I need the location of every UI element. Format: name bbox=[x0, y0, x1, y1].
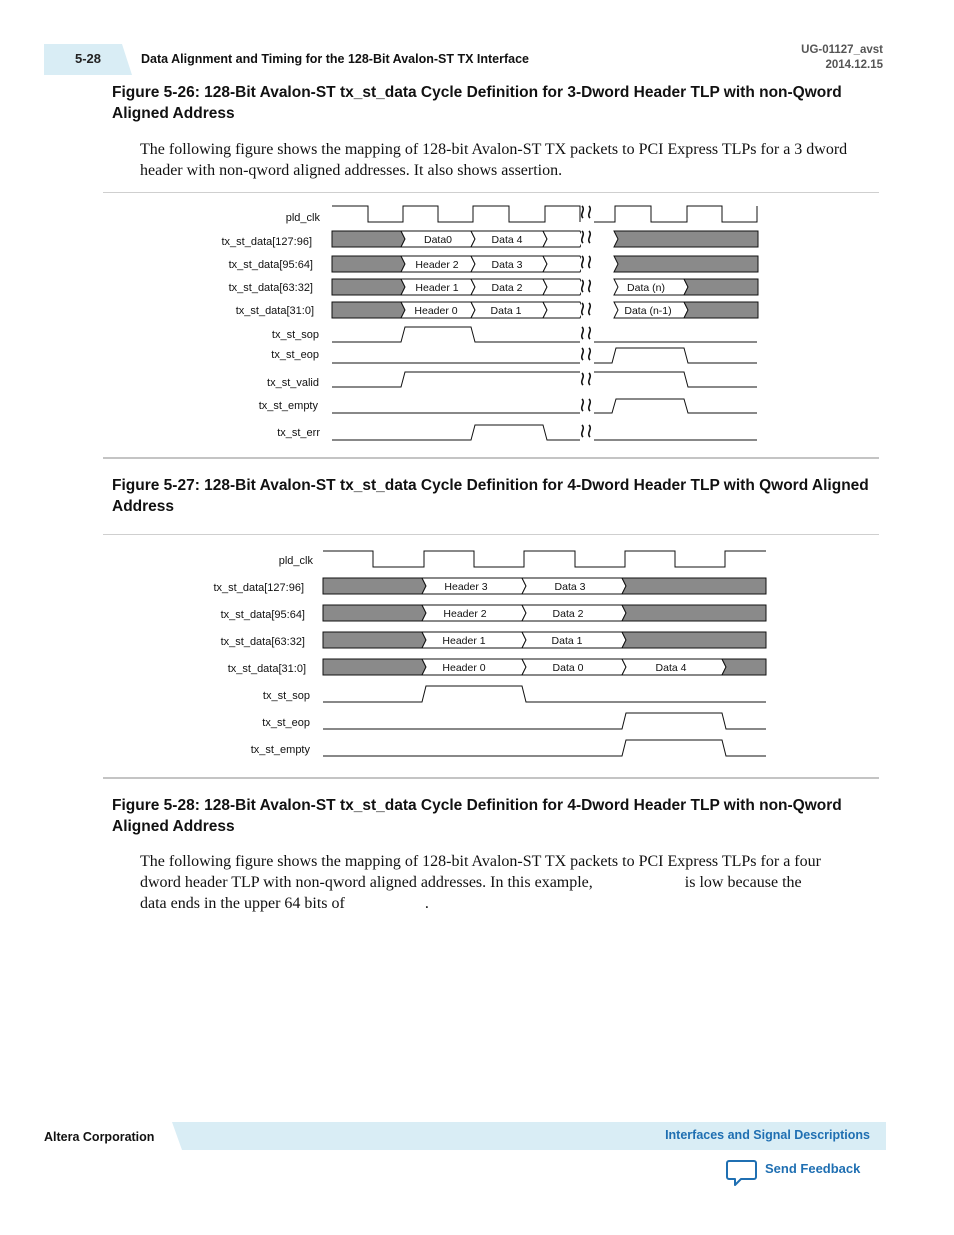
fig27-label-empty: tx_st_empty bbox=[250, 744, 310, 756]
fig26-label-valid: tx_st_valid bbox=[267, 377, 319, 389]
fig27-sop-wave bbox=[323, 686, 766, 702]
figure-5-28-intro-line-3: data ends in the upper 64 bits of . bbox=[140, 895, 429, 912]
fig26-label-data-63-32: tx_st_data[63:32] bbox=[228, 282, 313, 294]
fig26-d63-label-1: Data 2 bbox=[491, 282, 523, 294]
fig27-d31-label-0: Header 0 bbox=[442, 662, 486, 674]
fig27-d63-after bbox=[622, 632, 766, 648]
figure-5-28-intro-line-2: dword header TLP with non-qword aligned addresses. In this example, is low because the bbox=[140, 874, 802, 891]
document-id: UG-01127_avst bbox=[801, 44, 883, 56]
fig27-label-data-127-96: tx_st_data[127:96] bbox=[213, 582, 304, 594]
fig26-d31-label-2: Data (n-1) bbox=[624, 305, 672, 317]
fig27-d127-label-1: Data 3 bbox=[554, 581, 586, 593]
document-date: 2014.12.15 bbox=[825, 59, 883, 71]
fig26-label-pld-clk: pld_clk bbox=[285, 212, 320, 224]
fig26-label-data-95-64: tx_st_data[95:64] bbox=[228, 259, 313, 271]
fig27-d95-after bbox=[622, 605, 766, 621]
footer-section-link[interactable]: Interfaces and Signal Descriptions bbox=[665, 1128, 870, 1142]
footer-company: Altera Corporation bbox=[44, 1130, 155, 1144]
fig26-d127-label-1: Data 4 bbox=[491, 234, 523, 246]
fig27-clock-wave bbox=[323, 551, 766, 567]
fig27-d31-label-1: Data 0 bbox=[552, 662, 584, 674]
fig27-label-sop: tx_st_sop bbox=[262, 690, 310, 702]
fig27-d127-idle bbox=[323, 578, 426, 594]
fig27-label-data-31-0: tx_st_data[31:0] bbox=[227, 663, 306, 675]
feedback-bubble-icon bbox=[726, 1158, 758, 1188]
figure-5-26-intro: The following figure shows the mapping of 128-bit Avalon-ST TX packets to PCI Express TLPs for a 3 dword header with non-qword aligned addresses. It also shows assertion. bbox=[140, 141, 848, 179]
fig27-d31-after bbox=[722, 659, 766, 675]
fig26-d95-label-0: Header 2 bbox=[415, 259, 459, 271]
fig26-label-data-127-96: tx_st_data[127:96] bbox=[221, 236, 312, 248]
figure-5-28-caption: Figure 5-28: 128-Bit Avalon-ST tx_st_data Cycle Definition for 4-Dword Header TLP with non-Qword Aligned Address bbox=[112, 797, 842, 835]
fig27-d127-label-0: Header 3 bbox=[444, 581, 488, 593]
send-feedback-label: Send Feedback bbox=[765, 1161, 861, 1176]
fig27-label-eop: tx_st_eop bbox=[262, 717, 310, 729]
fig27-d95-label-0: Header 2 bbox=[443, 608, 487, 620]
fig26-d63-label-2: Data (n) bbox=[627, 282, 665, 294]
fig27-d95-idle bbox=[323, 605, 426, 621]
running-header-title: Data Alignment and Timing for the 128-Bit Avalon-ST TX Interface bbox=[141, 52, 530, 66]
fig26-d127-label-0: Data0 bbox=[423, 234, 453, 246]
figure-5-26-caption: Figure 5-26: 128-Bit Avalon-ST tx_st_data Cycle Definition for 3-Dword Header TLP with non-Qword Aligned Address bbox=[112, 84, 842, 122]
fig27-d127-after bbox=[622, 578, 766, 594]
fig27-d95-label-1: Data 2 bbox=[552, 608, 584, 620]
fig26-d31-label-1: Data 1 bbox=[490, 305, 522, 317]
fig27-d63-idle bbox=[323, 632, 426, 648]
figure-5-27-bottom-rule bbox=[103, 777, 879, 779]
fig27-eop-wave bbox=[323, 713, 766, 729]
fig27-d31-label-2: Data 4 bbox=[655, 662, 687, 674]
fig26-d31-label-0: Header 0 bbox=[414, 305, 458, 317]
fig27-d31-idle bbox=[323, 659, 426, 675]
figure-5-28-intro-line-1: The following figure shows the mapping of 128-bit Avalon-ST TX packets to PCI Express TLPs for a four bbox=[140, 853, 821, 870]
fig26-label-data-31-0: tx_st_data[31:0] bbox=[235, 305, 314, 317]
fig27-empty-wave bbox=[323, 740, 766, 756]
page-number: 5-28 bbox=[74, 51, 102, 66]
figure-5-27-caption: Figure 5-27: 128-Bit Avalon-ST tx_st_data Cycle Definition for 4-Dword Header TLP with Qword Aligned Address bbox=[112, 477, 869, 515]
fig26-d63-label-0: Header 1 bbox=[415, 282, 459, 294]
fig26-label-sop: tx_st_sop bbox=[271, 329, 319, 341]
fig26-label-eop: tx_st_eop bbox=[271, 349, 319, 361]
fig27-d63-label-1: Data 1 bbox=[551, 635, 583, 647]
fig27-label-pld-clk: pld_clk bbox=[278, 555, 313, 567]
fig27-d63-label-0: Header 1 bbox=[442, 635, 486, 647]
fig26-d95-label-1: Data 3 bbox=[491, 259, 523, 271]
fig27-label-data-95-64: tx_st_data[95:64] bbox=[220, 609, 305, 621]
fig27-label-data-63-32: tx_st_data[63:32] bbox=[220, 636, 305, 648]
fig26-label-err: tx_st_err bbox=[277, 427, 320, 439]
fig26-label-empty: tx_st_empty bbox=[258, 400, 318, 412]
figure-5-28-intro bbox=[140, 851, 870, 914]
